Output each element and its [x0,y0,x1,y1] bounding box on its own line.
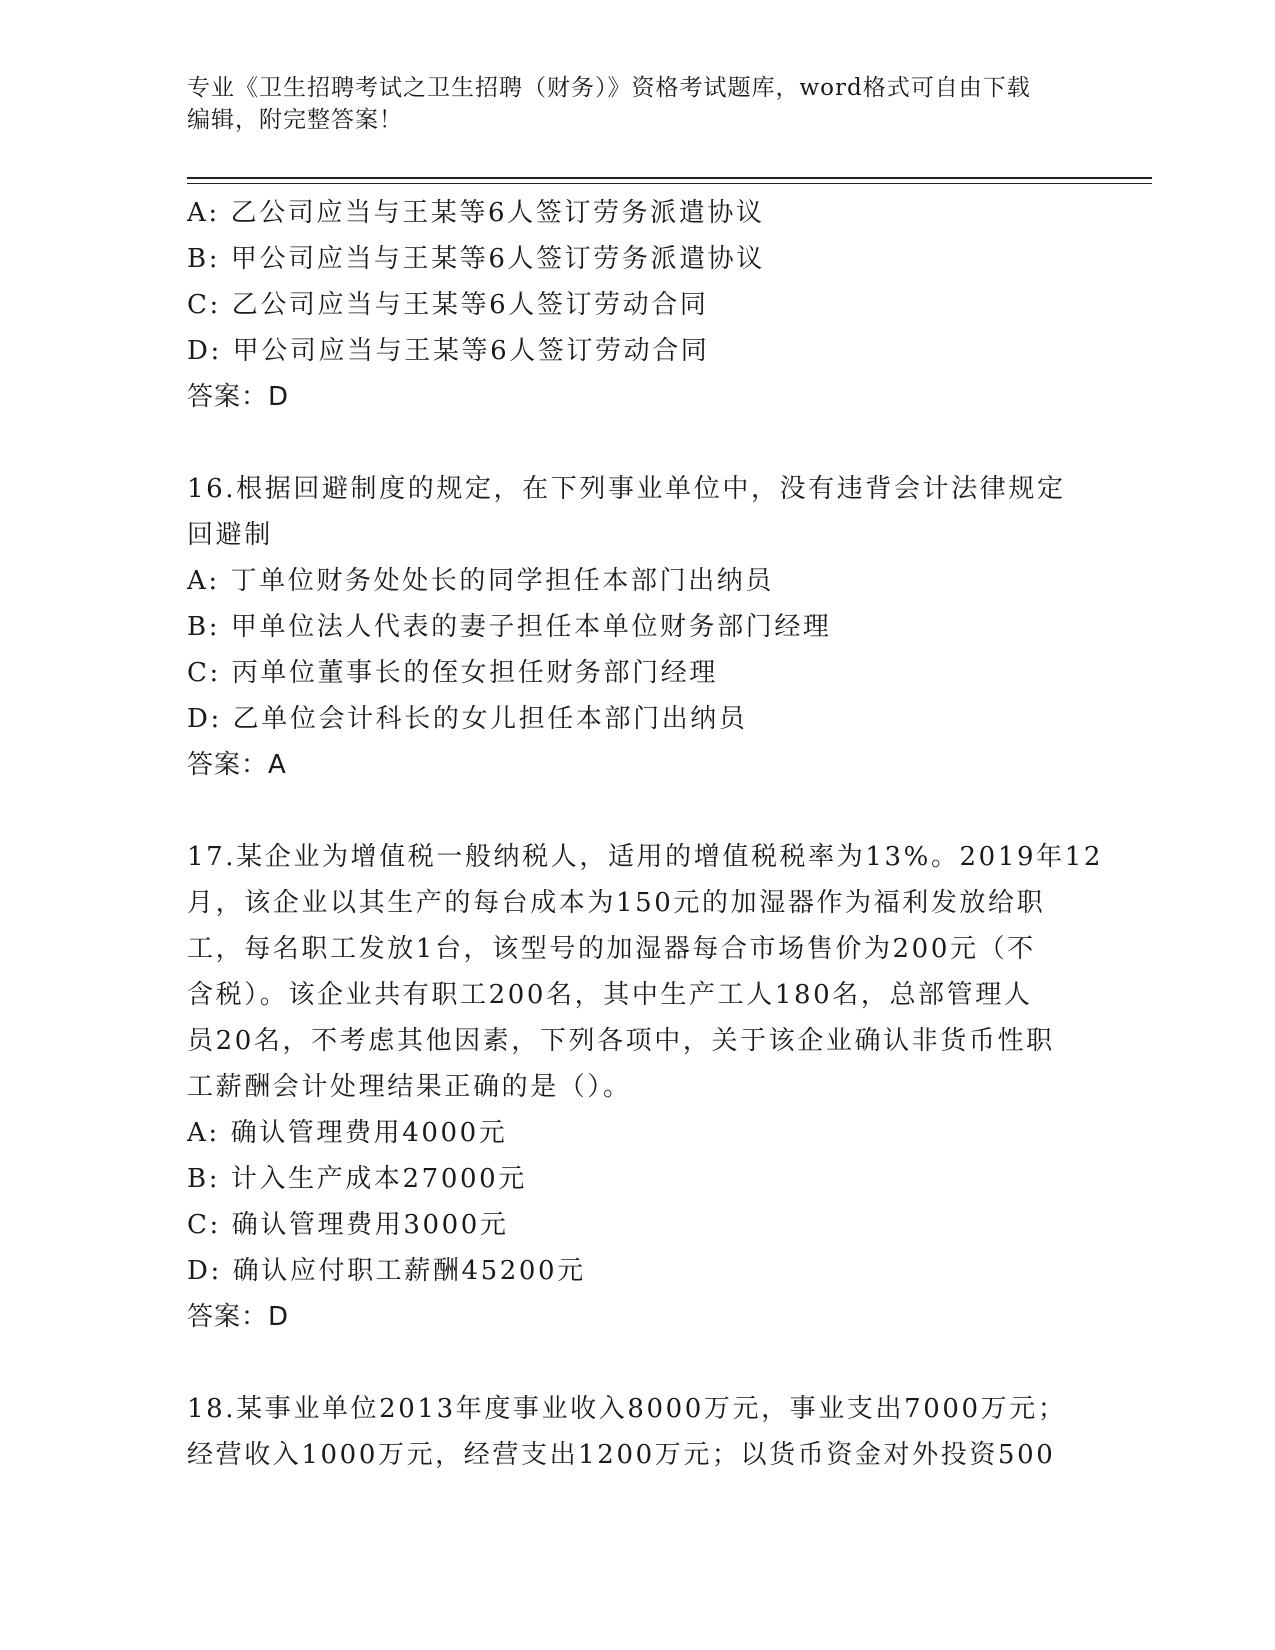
spacer [187,788,1087,834]
header-divider-thick [187,177,1152,179]
question-list [187,190,1103,1478]
option-c: C: 确认管理费用3000元 [187,1210,509,1240]
document-header [187,72,1087,136]
header-divider-thin [187,183,1152,184]
question-line: 月，该企业以其生产的每台成本为150元的加湿器作为福利发放给职 [187,888,1046,918]
question-line: 回避制 [187,520,273,550]
question-line: 经营收入1000万元，经营支出1200万元；以货币资金对外投资500 [187,1440,1056,1470]
spacer [187,420,1087,466]
option-b: B: 甲单位法人代表的妻子担任本单位财务部门经理 [187,612,832,642]
question-line: 16.根据回避制度的规定，在下列事业单位中，没有违背会计法律规定 [187,474,1066,504]
question-15 [187,190,1087,420]
question-line: 含税）。该企业共有职工200名，其中生产工人180名，总部管理人 [187,980,1033,1010]
option-c: C: 乙公司应当与王某等6人签订劳动合同 [187,290,709,320]
spacer [187,1340,1087,1386]
option-b: B: 甲公司应当与王某等6人签订劳务派遣协议 [187,244,765,274]
question-16 [187,466,1087,788]
header-line-1: 专业《卫生招聘考试之卫生招聘（财务）》资格考试题库，word格式可自由下载 [187,75,1031,101]
question-text [187,466,1087,558]
header-line-2: 编辑，附完整答案！ [187,107,403,133]
option-d: D: 乙单位会计科长的女儿担任本部门出纳员 [187,704,748,734]
option-b: B: 计入生产成本27000元 [187,1164,527,1194]
option-a: A: 丁单位财务处处长的同学担任本部门出纳员 [187,566,775,596]
option-c: C: 丙单位董事长的侄女担任财务部门经理 [187,658,718,688]
option-a: A: 确认管理费用4000元 [187,1118,508,1148]
option-d: D: 甲公司应当与王某等6人签订劳动合同 [187,336,710,366]
answer: 答案：A [187,750,287,780]
question-line: 工薪酬会计处理结果正确的是（）。 [187,1072,632,1102]
question-line: 员20名，不考虑其他因素，下列各项中，关于该企业确认非货币性职 [187,1026,1055,1056]
question-text [187,834,1103,1110]
answer: 答案：D [187,1302,290,1332]
question-line: 17.某企业为增值税一般纳税人，适用的增值税税率为13%。2019年12 [187,842,1103,872]
answer: 答案：D [187,382,290,412]
question-text [187,1386,1087,1478]
option-a: A: 乙公司应当与王某等6人签订劳务派遣协议 [187,198,765,228]
question-line: 工，每名职工发放1台，该型号的加湿器每合市场售价为200元（不 [187,934,1036,964]
question-line: 18.某事业单位2013年度事业收入8000万元，事业支出7000万元； [187,1394,1067,1424]
question-17 [187,834,1103,1340]
option-d: D: 确认应付职工薪酬45200元 [187,1256,586,1286]
question-18 [187,1386,1087,1478]
